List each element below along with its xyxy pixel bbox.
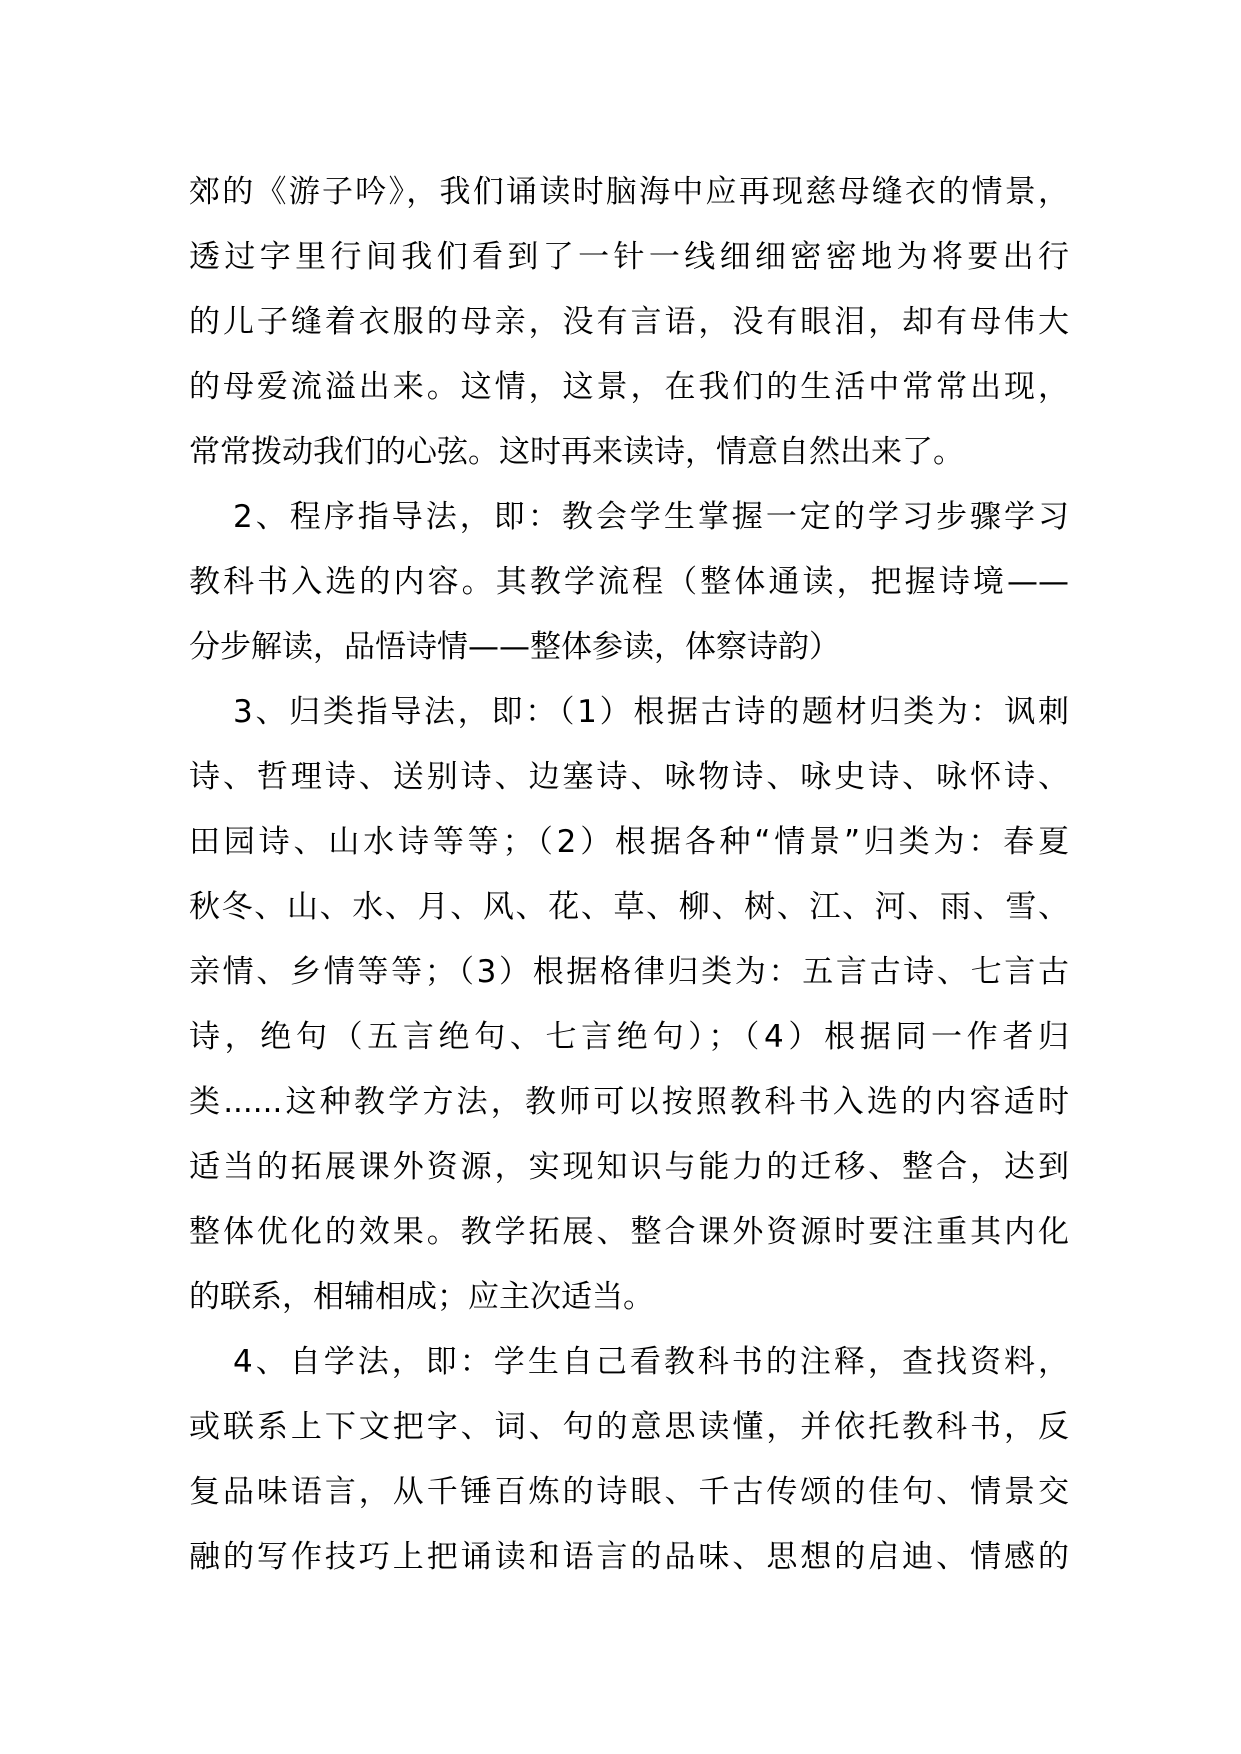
text-line: 秋冬、山、水、月、风、花、草、柳、树、江、河、雨、雪、 (189, 889, 1069, 925)
text-line: 诗、哲理诗、送别诗、边塞诗、咏物诗、咏史诗、咏怀诗、 (189, 759, 1069, 795)
text-line: 的母爱流溢出来。这情，这景，在我们的生活中常常出现， (189, 369, 1069, 405)
text-line: 3、归类指导法，即：（1）根据古诗的题材归类为：讽刺 (233, 694, 1069, 730)
text-line: 2、程序指导法，即：教会学生掌握一定的学习步骤学习 (233, 499, 1069, 535)
text-line: 亲情、乡情等等；（3）根据格律归类为：五言古诗、七言古 (189, 954, 1069, 990)
text-line: 透过字里行间我们看到了一针一线细细密密地为将要出行 (189, 239, 1069, 275)
text-line: 复品味语言，从千锤百炼的诗眼、千古传颂的佳句、情景交 (189, 1474, 1069, 1510)
text-line: 的联系，相辅相成；应主次适当。 (189, 1279, 654, 1315)
text-line: 分步解读，品悟诗情——整体参读，体察诗韵） (189, 629, 840, 665)
text-line: 郊的《游子吟》，我们诵读时脑海中应再现慈母缝衣的情景， (189, 174, 1069, 210)
body-text (189, 160, 1069, 1590)
text-line: 常常拨动我们的心弦。这时再来读诗，情意自然出来了。 (189, 434, 964, 470)
text-line: 4、自学法，即：学生自己看教科书的注释，查找资料， (233, 1344, 1069, 1380)
text-line: 的儿子缝着衣服的母亲，没有言语，没有眼泪，却有母伟大 (189, 304, 1069, 340)
text-line: 教科书入选的内容。其教学流程（整体通读，把握诗境—— (189, 564, 1069, 600)
text-line: 整体优化的效果。教学拓展、整合课外资源时要注重其内化 (189, 1214, 1069, 1250)
text-line: 类......这种教学方法，教师可以按照教科书入选的内容适时 (189, 1084, 1069, 1120)
text-line: 田园诗、山水诗等等；（2）根据各种“情景”归类为：春夏 (189, 824, 1069, 860)
text-line: 融的写作技巧上把诵读和语言的品味、思想的启迪、情感的 (189, 1539, 1069, 1575)
text-line: 诗，绝句（五言绝句、七言绝句）；（4）根据同一作者归 (189, 1019, 1069, 1055)
text-line: 或联系上下文把字、词、句的意思读懂，并依托教科书，反 (189, 1409, 1069, 1445)
text-line: 适当的拓展课外资源，实现知识与能力的迁移、整合，达到 (189, 1149, 1069, 1185)
